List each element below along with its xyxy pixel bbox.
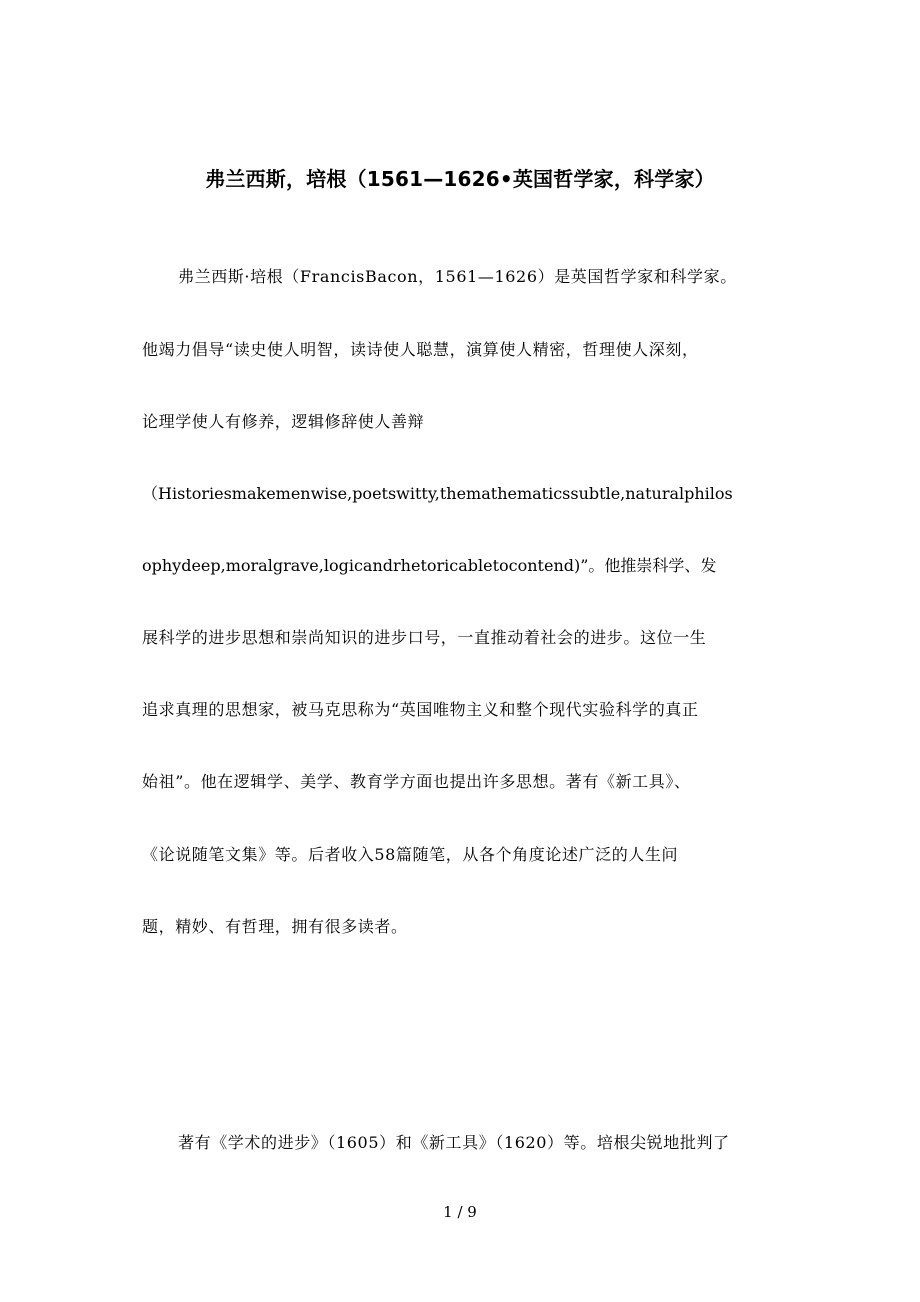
paragraph-1-line-9: 《论说随笔文集》等。后者收入58篇随笔，从各个角度论述广泛的人生问 [142, 845, 679, 864]
paragraph-1-line-2: 他竭力倡导“读史使人明智，读诗使人聪慧，演算使人精密，哲理使人深刻， [142, 340, 699, 359]
paragraph-1-line-3: 论理学使人有修养，逻辑修辞使人善辩 [142, 412, 425, 431]
paragraph-1-line-7: 追求真理的思想家，被马克思称为“英国唯物主义和整个现代实验科学的真正 [142, 700, 699, 719]
paragraph-1-line-10: 题，精妙、有哲理，拥有很多读者。 [142, 917, 408, 936]
paragraph-1-line-4: （Historiesmakemenwise,poetswitty,themathematicssubtle,naturalphilos [142, 484, 733, 503]
paragraph-1-line-6: 展科学的进步思想和崇尚知识的进步口号，一直推动着社会的进步。这位一生 [142, 628, 707, 647]
paragraph-1-line-5: ophydeep,moralgrave,logicandrhetoricabletocontend)”。他推崇科学、发 [142, 556, 717, 575]
document-title: 弗兰西斯，培根（1561—1626•英国哲学家，科学家） [205, 167, 715, 191]
paragraph-1-line-1: 弗兰西斯·培根（FrancisBacon，1561—1626）是英国哲学家和科学家。 [178, 267, 737, 286]
paragraph-2-line-1: 著有《学术的进步》（1605）和《新工具》（1620）等。培根尖锐地批判了 [178, 1133, 730, 1152]
paragraph-1-line-8: 始祖”。他在逻辑学、美学、教育学方面也提出许多思想。著有《新工具》、 [142, 772, 691, 791]
page-number: 1 / 9 [443, 1203, 477, 1221]
